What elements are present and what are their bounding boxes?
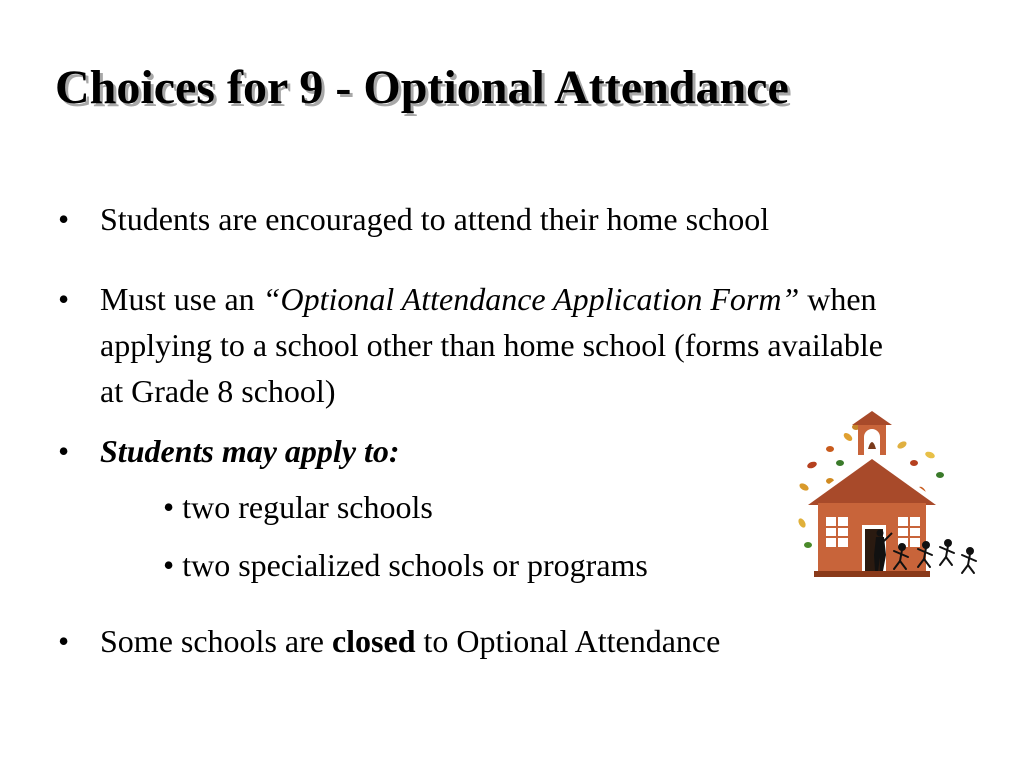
bullet-text-post: to Optional Attendance — [415, 623, 721, 659]
bullet-text-post: when applying to a school other than home school (forms available at Grade 8 school) — [100, 281, 883, 409]
bullet-marker: • — [58, 201, 70, 237]
bullet-item-4 — [58, 618, 720, 664]
bullet-text-pre: Must use an — [100, 281, 263, 317]
sub-bullet-2: • two specialized schools or programs — [163, 547, 648, 583]
sub-bullet-1: • two regular schools — [163, 489, 433, 525]
schoolhouse-icon — [790, 405, 986, 585]
bullet-marker: • — [58, 433, 70, 469]
bullet-item-2 — [58, 276, 918, 414]
bullet-marker: • — [58, 623, 70, 659]
bullet-item-1 — [58, 196, 958, 242]
closed-word: closed — [331, 623, 416, 659]
bullet-item-3 — [58, 428, 400, 474]
bullet-text-pre: Some schools are — [100, 623, 332, 659]
bullet-text: Students are encouraged to attend their home school — [100, 201, 770, 237]
bullet-marker: • — [58, 281, 70, 317]
slide-title: Choices for 9 - Optional Attendance — [55, 61, 789, 114]
apply-heading: Students may apply to: — [100, 433, 400, 469]
form-name: “Optional Attendance Application Form” — [262, 281, 800, 317]
